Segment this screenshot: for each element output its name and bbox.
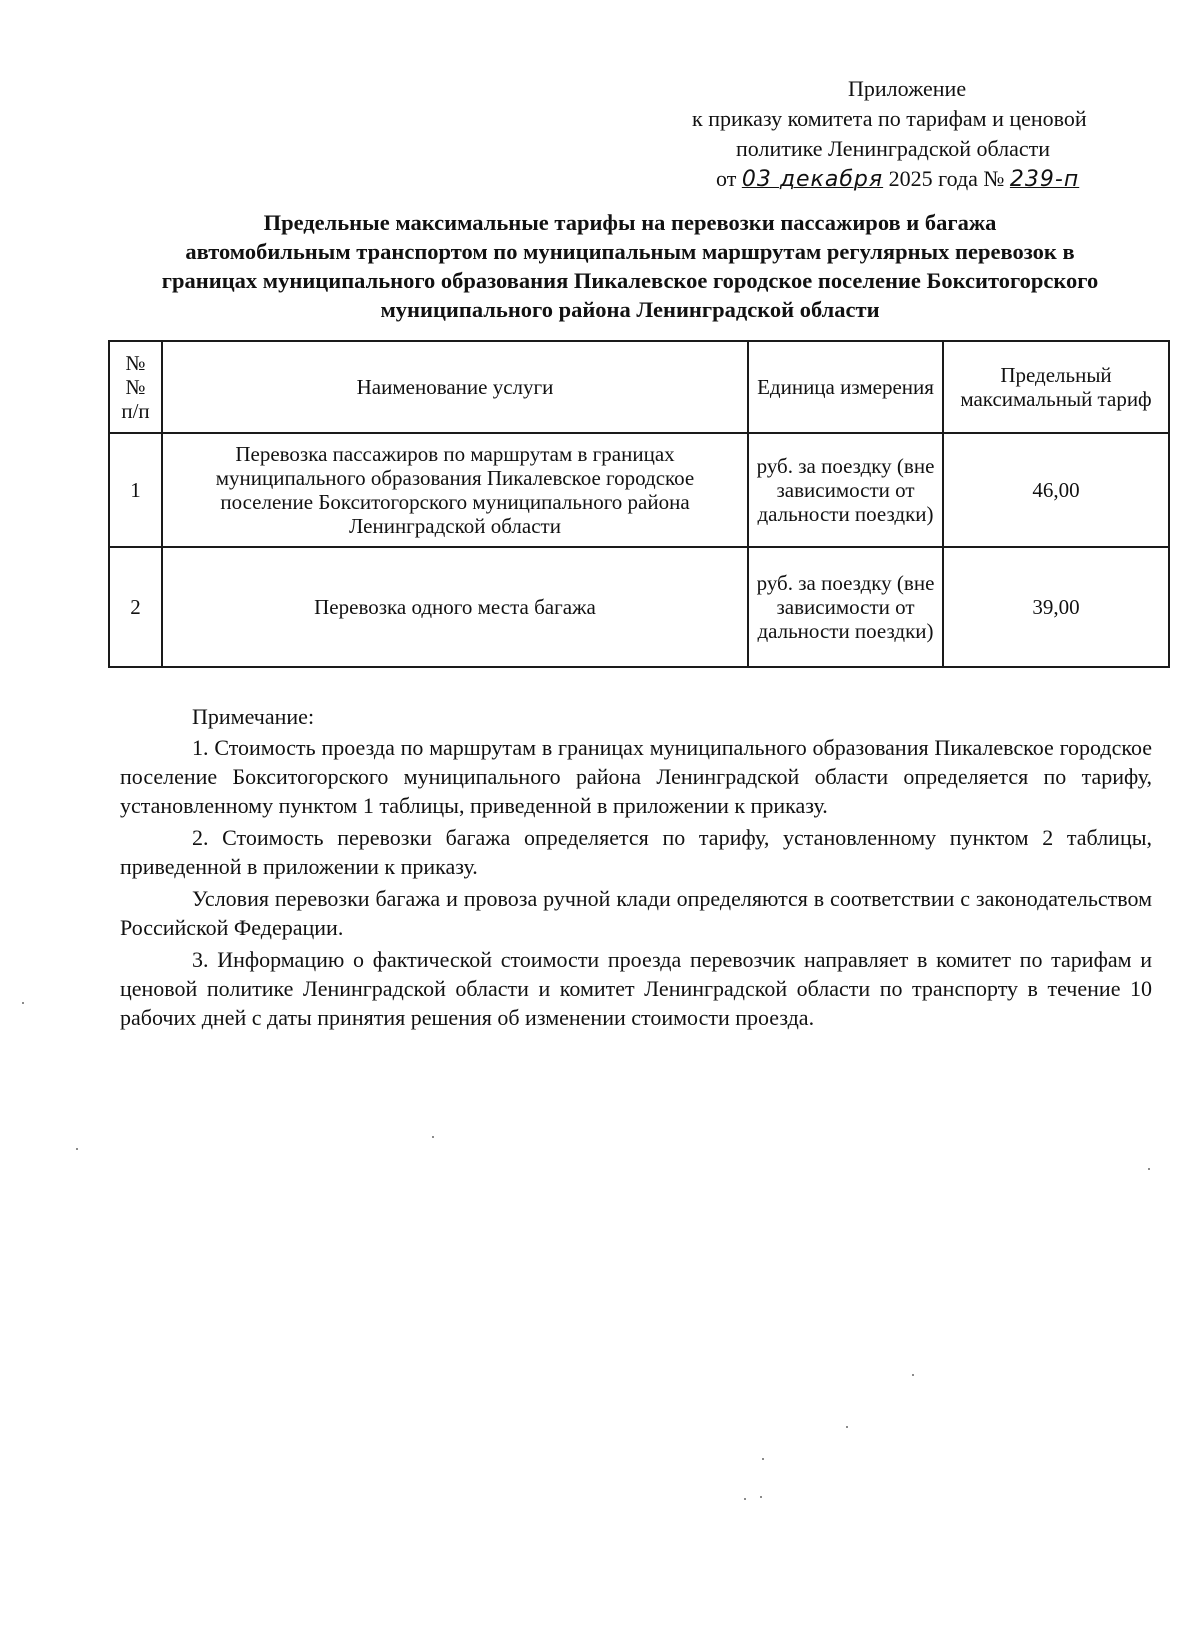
scan-speck: [912, 1374, 914, 1376]
date-prefix: от: [716, 166, 737, 191]
cell-num: 2: [109, 547, 162, 667]
cell-service: Перевозка пассажиров по маршрутам в границах муниципального образования Пикалевское городское поселение Бокситогорского муниципального района Ленинградской области: [162, 433, 748, 547]
cell-tariff: 46,00: [943, 433, 1169, 547]
cell-tariff: 39,00: [943, 547, 1169, 667]
table-header-row: [109, 341, 1169, 433]
header-tariff: Предельный максимальный тариф: [943, 341, 1169, 433]
tariff-table: [108, 340, 1170, 668]
scan-speck: [432, 1136, 434, 1138]
title-line: Предельные максимальные тарифы на перевозки пассажиров и багажа: [263, 210, 997, 235]
title-line: автомобильным транспортом по муниципальным маршрутам регулярных перевозок в: [185, 239, 1075, 264]
scan-speck: [1148, 1168, 1150, 1170]
scan-speck: [76, 1148, 78, 1150]
header-num: № № п/п: [109, 341, 162, 433]
year-text: 2025 года №: [888, 166, 1005, 191]
notes-section: [120, 702, 1152, 1035]
header-unit: Единица измерения: [748, 341, 943, 433]
table-row: [109, 547, 1169, 667]
cell-num: 1: [109, 433, 162, 547]
cell-unit: руб. за поездку (вне зависимости от дальности поездки): [748, 433, 943, 547]
appendix-committee-line: политике Ленинградской области: [736, 136, 1051, 161]
appendix-date-line: [640, 164, 1160, 195]
title-line: границах муниципального образования Пикалевское городское поселение Бокситогорского: [161, 268, 1099, 293]
cell-service: Перевозка одного места багажа: [162, 547, 748, 667]
handwritten-order-number: 239-п: [1009, 167, 1080, 192]
note-item: 1. Стоимость проезда по маршрутам в границах муниципального образования Пикалевское городское поселение Бокситогорского муниципального района Ленинградской области определяется по тарифу, установленному пунктом 1 таблицы, приведенной в приложении к приказу.: [120, 735, 1152, 818]
notes-heading: Примечание:: [192, 704, 315, 729]
note-item: 2. Стоимость перевозки багажа определяется по тарифу, установленному пунктом 2 таблицы, приведенной в приложении к приказу.: [120, 825, 1152, 879]
scan-speck: [760, 1496, 762, 1498]
cell-unit: руб. за поездку (вне зависимости от дальности поездки): [748, 547, 943, 667]
header-service: Наименование услуги: [162, 341, 748, 433]
title-line: муниципального района Ленинградской области: [380, 297, 880, 322]
scan-speck: [22, 1002, 24, 1004]
appendix-title: Приложение: [848, 76, 967, 101]
note-item: 3. Информацию о фактической стоимости проезда перевозчик направляет в комитет по тарифам и ценовой политике Ленинградской области и комитет Ленинградской области по транспорту в течение 10 рабочих дней с даты принятия решения об изменении стоимости проезда.: [120, 947, 1152, 1030]
scan-speck: [846, 1426, 848, 1428]
scan-speck: [762, 1458, 764, 1460]
scan-speck: [744, 1498, 746, 1500]
appendix-header: [640, 74, 1160, 195]
document-title: [110, 208, 1150, 324]
handwritten-date: 03 декабря: [741, 167, 884, 192]
table-row: [109, 433, 1169, 547]
note-item: Условия перевозки багажа и провоза ручной клади определяются в соответствии с законодательством Российской Федерации.: [120, 886, 1152, 940]
appendix-order-line: к приказу комитета по тарифам и ценовой: [692, 106, 1087, 131]
